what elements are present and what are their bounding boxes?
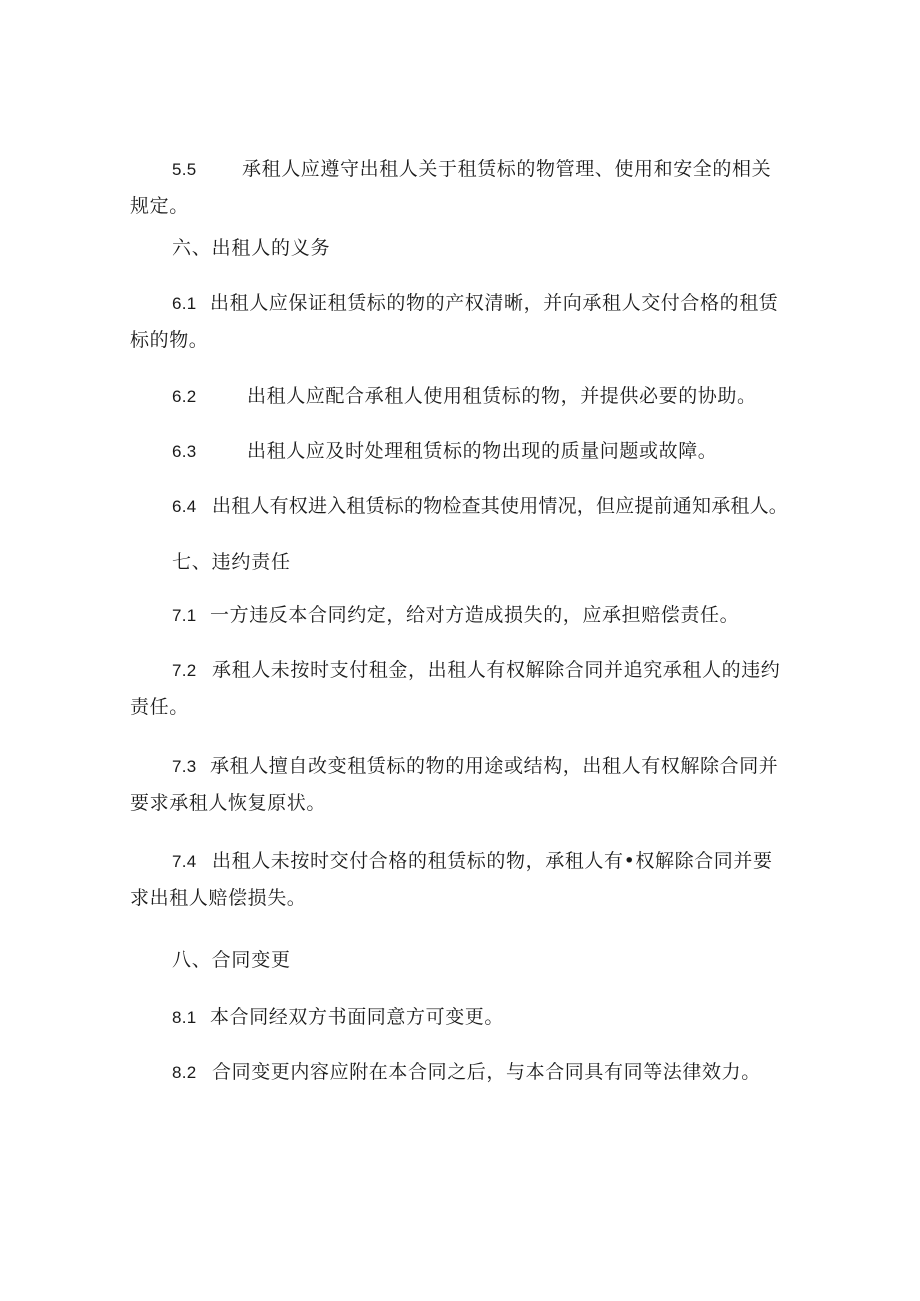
clause-6-2 xyxy=(130,378,790,415)
clause-7-4 xyxy=(130,843,790,917)
clause-5-5 xyxy=(130,151,790,225)
clause-text-continued: 要求承租人恢复原状。 xyxy=(130,792,327,814)
clause-6-3 xyxy=(130,433,790,470)
clause-7-1 xyxy=(130,597,790,634)
clause-text-continued: 标的物。 xyxy=(130,329,209,351)
clause-text: 出租人应配合承租人使用租赁标的物，并提供必要的协助。 xyxy=(247,385,757,407)
clause-number: 7.1 xyxy=(172,606,197,625)
clause-number: 6.4 xyxy=(172,497,197,516)
clause-text: 一方违反本合同约定，给对方造成损失的，应承担赔偿责任。 xyxy=(210,604,740,626)
clause-number: 6.3 xyxy=(172,442,197,461)
clause-text: 承租人擅自改变租赁标的物的用途或结构，出租人有权解除合同并 xyxy=(210,755,779,777)
clause-number: 7.2 xyxy=(172,661,197,680)
clause-text: 出租人应保证租赁标的物的产权清晰，并向承租人交付合格的租赁 xyxy=(210,292,779,314)
clause-text: 出租人未按时交付合格的租赁标的物，承租人有•权解除合同并要 xyxy=(212,850,773,872)
clause-6-4 xyxy=(130,488,790,525)
clause-8-2 xyxy=(130,1054,790,1091)
clause-number: 8.2 xyxy=(172,1063,197,1082)
clause-7-2 xyxy=(130,652,790,726)
clause-8-1 xyxy=(130,999,790,1036)
section-heading-7: 七、违约责任 xyxy=(172,551,291,573)
clause-text: 合同变更内容应附在本合同之后，与本合同具有同等法律效力。 xyxy=(212,1061,761,1083)
clause-text-continued: 求出租人赔偿损失。 xyxy=(130,887,307,909)
clause-number: 6.1 xyxy=(172,294,197,313)
clause-number: 5.5 xyxy=(172,160,197,179)
clause-text: 承租人未按时支付租金，出租人有权解除合同并追究承租人的违约 xyxy=(212,659,781,681)
clause-text: 本合同经双方书面同意方可变更。 xyxy=(210,1006,505,1028)
clause-6-1 xyxy=(130,285,790,359)
clause-number: 8.1 xyxy=(172,1008,197,1027)
clause-text-continued: 规定。 xyxy=(130,195,189,217)
clause-text: 出租人应及时处理租赁标的物出现的质量问题或故障。 xyxy=(247,440,718,462)
section-heading-6: 六、出租人的义务 xyxy=(172,237,331,259)
section-heading-8: 八、合同变更 xyxy=(172,949,291,971)
clause-number: 6.2 xyxy=(172,387,197,406)
clause-number: 7.3 xyxy=(172,757,197,776)
clause-text-continued: 责任。 xyxy=(130,696,189,718)
clause-7-3 xyxy=(130,748,790,822)
clause-text: 承租人应遵守出租人关于租赁标的物管理、使用和安全的相关 xyxy=(242,158,772,180)
clause-text: 出租人有权进入租赁标的物检查其使用情况，但应提前通知承租人。 xyxy=(212,495,789,517)
clause-number: 7.4 xyxy=(172,852,197,871)
